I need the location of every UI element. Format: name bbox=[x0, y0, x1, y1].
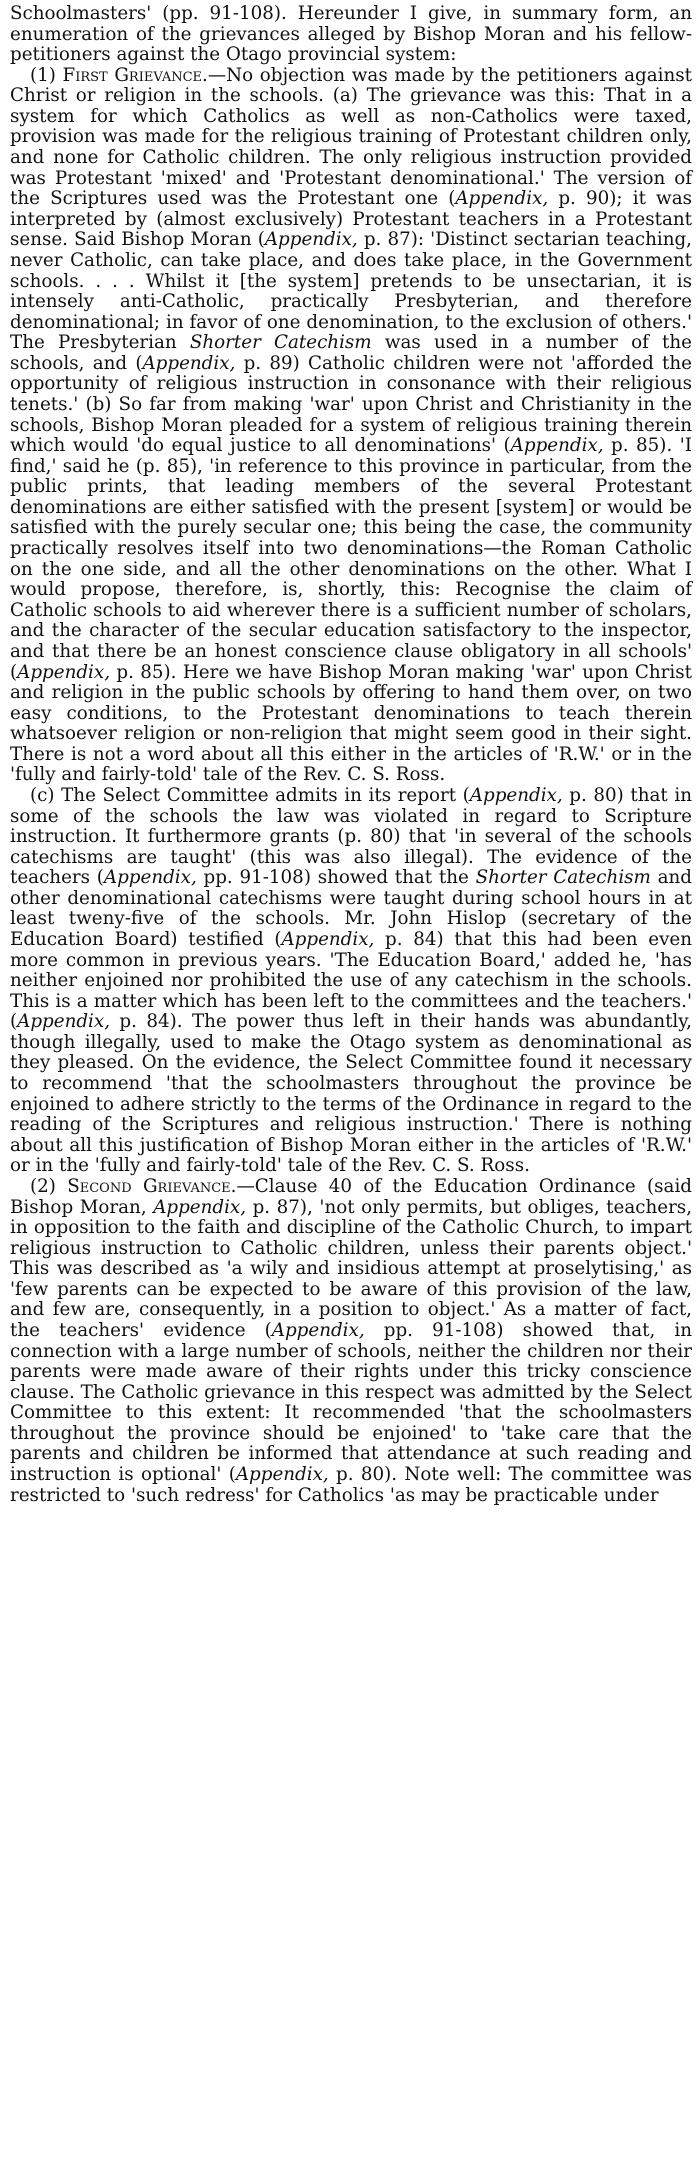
italic-text: Appendix, bbox=[510, 435, 604, 457]
italic-text: Appendix, bbox=[455, 188, 549, 210]
text-run: (c) The Select Committee admits in its report ( bbox=[30, 784, 470, 806]
italic-text: Appendix, bbox=[17, 661, 111, 683]
text-run: (1) bbox=[30, 64, 63, 86]
text-run: p. 84). The power thus left in their hands was abundantly, though illegally, used to make the Otago system as denominational as they pleased. On the evidence, the Select Committee found it necessary to recommend 'that the schoolmasters throughout the province be enjoined to adhere strictly to the terms of the Ordinance in regard to the reading of the Scriptures and religious instruction.' There is nothing about all this justification of Bishop Moran either in the articles of 'R.W.' or in the 'fully and fairly-told' tale of the Rev. C. S. Ross. bbox=[10, 1011, 692, 1177]
text-run: p. 90); it was interpreted by (almost exclusively) Protestant teachers in a Protestant sense. Said Bishop Moran ( bbox=[10, 188, 692, 251]
text-run: (2) bbox=[30, 1175, 68, 1197]
italic-text: Appendix, bbox=[142, 352, 236, 374]
italic-text: Appendix, bbox=[264, 229, 358, 251]
text-run: pp. 91-108) showed that the bbox=[196, 867, 476, 889]
italic-text: Appendix, bbox=[235, 1464, 329, 1486]
text-run: p. 80). Note well: The committee was restricted to 'such redress' for Catholics 'as may be practicable under bbox=[10, 1464, 692, 1506]
text-run: —Clause 40 of the Education Ordinance (said Bishop Moran, bbox=[10, 1175, 692, 1218]
text-run: —No objection was made by the petitioners against Christ or religion in the schools. (a) The grievance was this: That in a system for which Catholics as well as non-Catholics were taxed, provision was made for the religious training of Protestant children only, and none for Catholic children. The only religious instruction provided was Protestant 'mixed' and 'Protestant denominational.' The version of the Scriptures used was the Protestant one ( bbox=[10, 64, 692, 210]
text-run: pp. 91-108) showed that, in connection with a large number of schools, neither the children nor their parents were made aware of their rights under this tricky conscience clause. The Catholic grievance in this respect was admitted by the Select Committee to this extent: It recommended 'that the schoolmasters throughout the province should be enjoined' to 'take care that the parents and children be informed that attendance at such reading and instruction is optional' ( bbox=[10, 1320, 692, 1486]
italic-text: Appendix, bbox=[17, 1011, 111, 1033]
text-run: p. 84) that this had been even more common in previous years. 'The Education Board,' added he, 'has neither enjoined nor prohibited the use of any catechism in the schools. This is a matter which has been left to the committees and the teachers.' ( bbox=[10, 929, 692, 1033]
italic-text: Appendix, bbox=[153, 1196, 247, 1218]
text-run: Schoolmasters' (pp. 91-108). Hereunder I give, in summary form, an enumeration of the grievances alleged by Bishop Moran and his fellow-petitioners against the Otago provincial system: bbox=[10, 3, 692, 66]
text-run: p. 89) Catholic children were not 'afforded the opportunity of religious instruction in consonance with their religious tenets.' (b) So far from making 'war' upon Christ and Christianity in the schools, Bishop Moran pleaded for a system of religious training therein which would 'do equal justice to all denominations' ( bbox=[10, 352, 693, 457]
body-paragraph bbox=[10, 4, 692, 66]
text-run: p. 85). 'I find,' said he (p. 85), 'in reference to this province in particular, from the public prints, that leading members of the several Protestant denominations are either satisfied with the present [system] or would be satisfied with the purely secular one; this being the case, the community practically resolves itself into two denominations—the Roman Catholic on the one side, and all the other denominations on the other. What I would propose, therefore, is, shortly, this: Recognise the claim of Catholic schools to aid wherever there is a sufficient number of scholars, and the character of the secular education satisfactory to the inspector, and that there be an honest conscience clause obligatory in all schools' ( bbox=[10, 435, 692, 683]
body-paragraph bbox=[10, 786, 692, 1177]
body-paragraph bbox=[10, 1177, 692, 1506]
italic-text: Appendix, bbox=[103, 867, 197, 889]
italic-text: Shorter Catechism bbox=[189, 332, 372, 354]
text-run: p. 85). Here we have Bishop Moran making 'war' upon Christ and religion in the public schools by offering to hand them over, on two easy conditions, to the Protestant denominations to teach therein whatsoever religion or non-religion that might seem good in their sight. There is not a word about all this either in the articles of 'R.W.' or in the 'fully and fairly-told' tale of the Rev. C. S. Ross. bbox=[10, 661, 692, 786]
italic-text: Appendix, bbox=[281, 929, 375, 951]
italic-text: Appendix, bbox=[469, 784, 563, 806]
section-heading: First Grievance. bbox=[62, 64, 208, 86]
section-heading: Second Grievance. bbox=[67, 1175, 237, 1197]
text-run: p. 87): 'Distinct sectarian teaching, never Catholic, can take place, and does take place, in the Government schools. . . . Whilst it [the system] pretends to be unsectarian, it is intensely anti-Catholic, practically Presbyterian, and therefore denominational; in favor of one denomination, to the exclusion of others.' The Presbyterian bbox=[10, 229, 692, 354]
text-run: p. 87), 'not only permits, but obliges, teachers, in opposition to the faith and discipline of the Catholic Church, to impart religious instruction to Catholic children, unless their parents object.' This was described as 'a wily and insidious attempt at proselytising,' as 'few parents can be expected to be aware of this provision of the law, and few are, consequently, in a position to object.' As a matter of fact, the teachers' evidence ( bbox=[10, 1196, 692, 1341]
text-run: and other denominational catechisms were taught during school hours in at least tweny-five of the schools. Mr. John Hislop (secretary of the Education Board) testified ( bbox=[10, 867, 693, 951]
body-paragraph bbox=[10, 66, 692, 786]
italic-text: Shorter Catechism bbox=[475, 867, 651, 889]
text-run: p. 80) that in some of the schools the law was violated in regard to Scripture instruction. It furthermore grants (p. 80) that 'in several of the schools catechisms are taught' (this was also illegal). The evidence of the teachers ( bbox=[10, 784, 693, 889]
italic-text: Appendix, bbox=[271, 1320, 365, 1341]
text-run: was used in a number of the schools, and ( bbox=[10, 332, 692, 374]
